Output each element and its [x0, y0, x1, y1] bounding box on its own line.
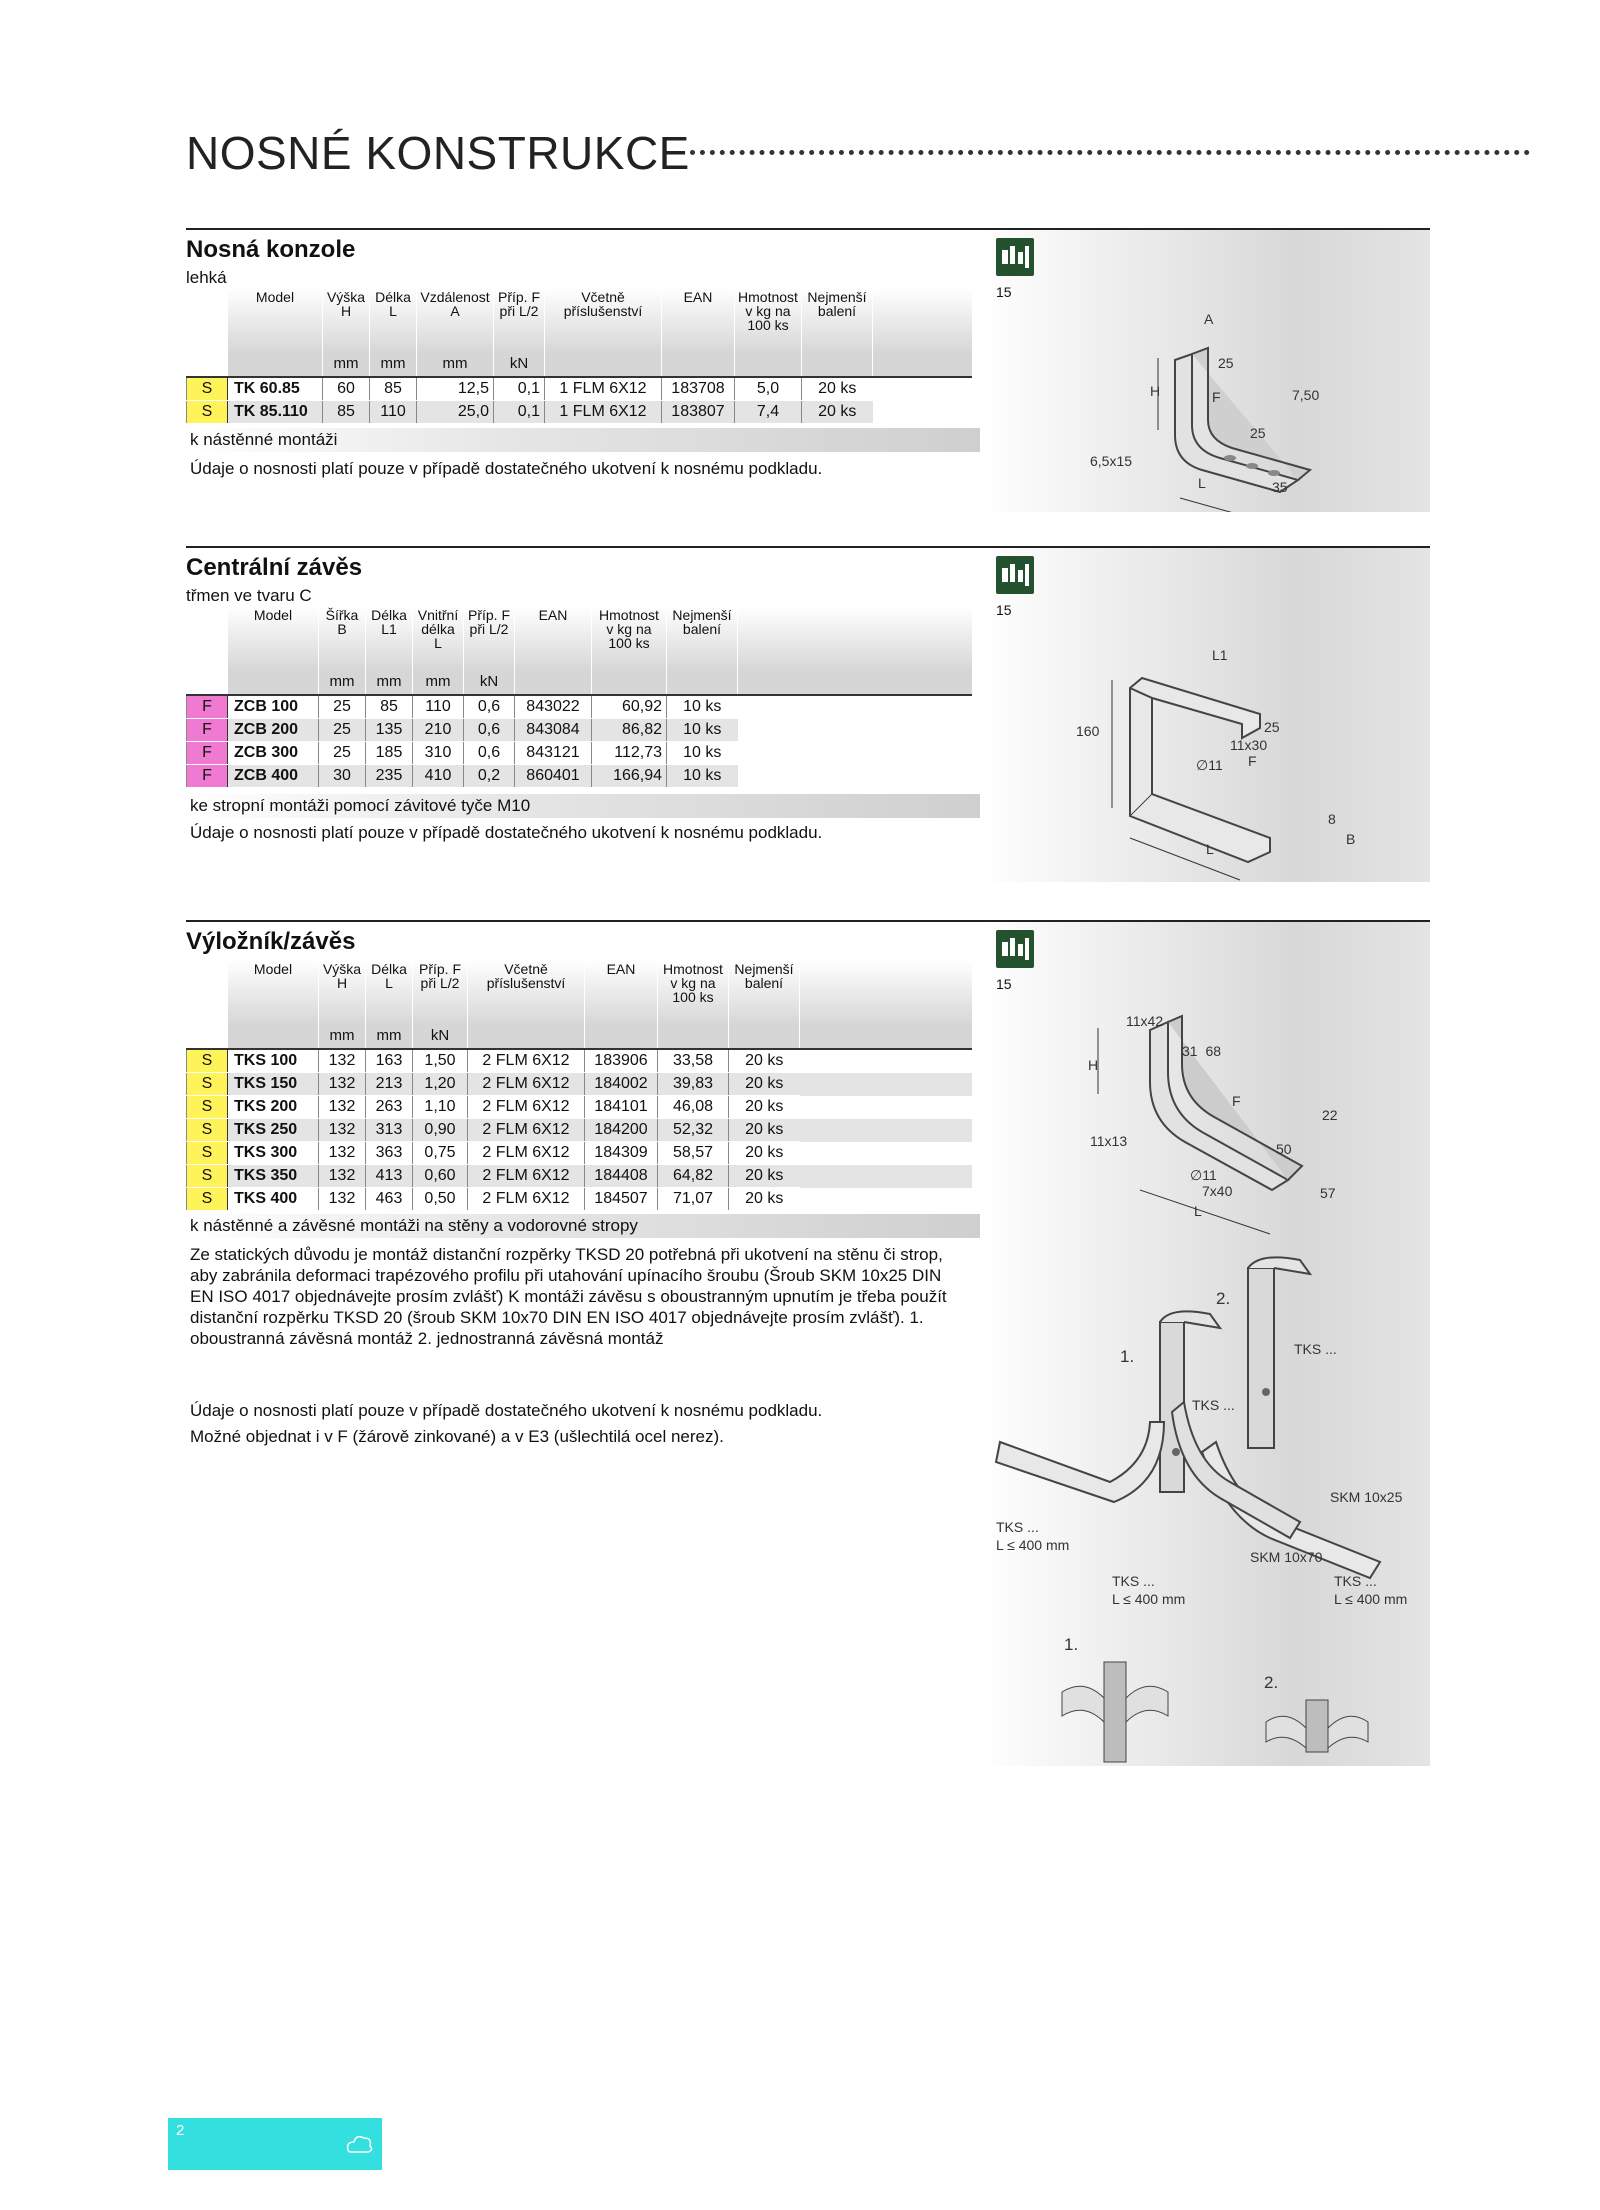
- unit-cell: [228, 352, 323, 377]
- section-title: Výložník/závěs: [186, 928, 356, 955]
- cell: 25: [319, 695, 366, 719]
- dim-label: 160: [1076, 723, 1100, 739]
- cell: 46,08: [658, 1096, 729, 1119]
- dim-label: F: [1232, 1093, 1241, 1109]
- page-number: 2: [176, 2122, 185, 2139]
- class-number: 15: [996, 284, 1012, 300]
- header-code: [187, 288, 228, 352]
- unit-cell: mm: [413, 670, 464, 695]
- model-cell: ZCB 300: [228, 742, 319, 765]
- section-vyloznik-zaves: [186, 920, 1430, 1820]
- section-nosna-konzole: [186, 228, 1430, 518]
- header-ean: EAN: [515, 606, 592, 670]
- cell: [738, 765, 973, 788]
- section-subtitle: třmen ve tvaru C: [186, 586, 312, 605]
- header-length: Délka L1: [366, 606, 413, 670]
- code-badge: S: [187, 1049, 228, 1073]
- table-row: [187, 719, 973, 742]
- cell: 85: [323, 401, 370, 424]
- cell: 132: [319, 1142, 366, 1165]
- assembly-label: TKS ...: [996, 1519, 1039, 1535]
- footer-page-tab: [168, 2118, 382, 2170]
- unit-cell: kN: [464, 670, 515, 695]
- dim-label: ∅11: [1196, 757, 1223, 773]
- unit-cell: [228, 670, 319, 695]
- cell: 184309: [585, 1142, 658, 1165]
- table-row: [187, 401, 973, 424]
- header-model: Model: [228, 960, 319, 1024]
- cell: 166,94: [592, 765, 667, 788]
- cell: 185: [366, 742, 413, 765]
- cell: 860401: [515, 765, 592, 788]
- cell: [873, 401, 973, 424]
- cell: 410: [413, 765, 464, 788]
- title-dot-leader: [690, 150, 1530, 155]
- code-badge: S: [187, 377, 228, 401]
- cell: 183906: [585, 1049, 658, 1073]
- cell: 0,6: [464, 695, 515, 719]
- model-cell: TK 85.110: [228, 401, 323, 424]
- cell: 2 FLM 6X12: [468, 1073, 585, 1096]
- cell: 363: [366, 1142, 413, 1165]
- cell: 5,0: [735, 377, 802, 401]
- cell: 25: [319, 719, 366, 742]
- dim-label: 11x42: [1126, 1013, 1164, 1029]
- header-weight: Hmotnost v kg na 100 ks: [735, 288, 802, 352]
- cell: 112,73: [592, 742, 667, 765]
- table-row: [187, 377, 973, 401]
- cell: 20 ks: [729, 1165, 800, 1188]
- assembly-label: SKM 10x25: [1330, 1489, 1403, 1505]
- figure-panel: [980, 230, 1430, 512]
- table-row: [187, 765, 973, 788]
- class-number: 15: [996, 976, 1012, 992]
- cell: 132: [319, 1049, 366, 1073]
- cell: 163: [366, 1049, 413, 1073]
- model-cell: TKS 300: [228, 1142, 319, 1165]
- unit-cell: mm: [366, 1024, 413, 1049]
- installation-note: Ze statických důvodu je montáž distanční rozpěrky TKSD 20 potřebná při ukotvení na stěnu či strop, aby zabránila deformaci trapézového profilu při utahování upínacího šroubu (Šroub SKM 10x25 DIN EN ISO 4017 objednávejte prosím zvlášť) K montáži závěsu s oboustranným upnutím je třeba použít distanční rozpěrku TKSD 20 (šroub SKM 10x70 DIN EN ISO 4017 objednávejte prosím zvlášť). 1. oboustranná závěsná montáž 2. jednostranná závěsná montáž: [190, 1245, 947, 1348]
- cell: 135: [366, 719, 413, 742]
- unit-cell: mm: [370, 352, 417, 377]
- header-packaging: Nejmenší balení: [802, 288, 873, 352]
- unit-cell: mm: [323, 352, 370, 377]
- dim-label: 6,5x15: [1090, 453, 1133, 469]
- cell: 60,92: [592, 695, 667, 719]
- assembly-label: L ≤ 400 mm: [1334, 1591, 1408, 1607]
- assembly-label: 1.: [1064, 1635, 1079, 1654]
- cell: 10 ks: [667, 765, 738, 788]
- assembly-label: TKS ...: [1294, 1341, 1337, 1357]
- header-height: Výška H: [319, 960, 366, 1024]
- cell: 843084: [515, 719, 592, 742]
- cell: 2 FLM 6X12: [468, 1188, 585, 1211]
- cell: 110: [413, 695, 464, 719]
- unit-cell: mm: [417, 352, 494, 377]
- cell: 843022: [515, 695, 592, 719]
- dim-label: H: [1088, 1057, 1099, 1073]
- cell: 1,50: [413, 1049, 468, 1073]
- cell: [800, 1073, 973, 1096]
- mounting-note: k nástěnné a závěsné montáži na stěny a vodorovné stropy: [186, 1214, 980, 1238]
- assembly-label: L ≤ 400 mm: [1112, 1591, 1186, 1607]
- cell: 64,82: [658, 1165, 729, 1188]
- header-load: Příp. F při L/2: [494, 288, 545, 352]
- page-title: NOSNÉ KONSTRUKCE: [186, 127, 690, 179]
- header-filler: [800, 960, 973, 1024]
- assembly-label: 2.: [1264, 1673, 1279, 1692]
- unit-cell: [228, 1024, 319, 1049]
- header-code: [187, 960, 228, 1024]
- unit-cell: mm: [319, 1024, 366, 1049]
- model-cell: TKS 400: [228, 1188, 319, 1211]
- header-load: Příp. F při L/2: [413, 960, 468, 1024]
- cell: 210: [413, 719, 464, 742]
- cell: 0,50: [413, 1188, 468, 1211]
- model-cell: ZCB 100: [228, 695, 319, 719]
- table-row: [187, 1073, 973, 1096]
- cell: 413: [366, 1165, 413, 1188]
- table-row: [187, 1096, 973, 1119]
- code-badge: S: [187, 1188, 228, 1211]
- dim-label: 68: [1205, 1043, 1222, 1059]
- assembly-illustration: [996, 1257, 1407, 1607]
- load-note: Údaje o nosnosti platí pouze v případě dostatečného ukotvení k nosnému podkladu.: [190, 459, 823, 478]
- cell: 0,1: [494, 377, 545, 401]
- unit-cell: [545, 352, 662, 377]
- dim-label: 25: [1264, 719, 1280, 735]
- cell: 30: [319, 765, 366, 788]
- cell: [800, 1049, 973, 1073]
- cell: 184507: [585, 1188, 658, 1211]
- unit-cell: [873, 352, 973, 377]
- assembly-label: L ≤ 400 mm: [996, 1537, 1070, 1553]
- cell: 132: [319, 1096, 366, 1119]
- code-badge: S: [187, 1096, 228, 1119]
- dim-label: L: [1206, 841, 1214, 857]
- dim-label: 7,50: [1292, 387, 1320, 403]
- mounting-note: k nástěnné montáži: [186, 428, 980, 452]
- code-badge: S: [187, 1165, 228, 1188]
- figure-panel: [980, 922, 1430, 1766]
- dim-label: 8: [1328, 811, 1336, 827]
- cell: 183708: [662, 377, 735, 401]
- cell: [738, 719, 973, 742]
- cell: 86,82: [592, 719, 667, 742]
- detail-sections: [1062, 1635, 1368, 1762]
- code-badge: F: [187, 695, 228, 719]
- section-title: Centrální závěs: [186, 554, 363, 581]
- code-badge: F: [187, 742, 228, 765]
- cell: 2 FLM 6X12: [468, 1096, 585, 1119]
- dim-label: 25: [1250, 425, 1266, 441]
- cell: 20 ks: [802, 377, 873, 401]
- material-note: Možné objednat i v F (žárově zinkované) a v E3 (ušlechtilá ocel nerez).: [190, 1427, 724, 1446]
- dim-label: 31: [1182, 1043, 1198, 1059]
- cell: 310: [413, 742, 464, 765]
- cell: 20 ks: [729, 1119, 800, 1142]
- console-drawing: [980, 230, 1430, 512]
- cell: 235: [366, 765, 413, 788]
- cell: 183807: [662, 401, 735, 424]
- bracket-drawings: [980, 922, 1430, 1766]
- spec-table: [186, 606, 972, 788]
- dim-label: 11x30: [1230, 737, 1268, 753]
- cell: 1 FLM 6X12: [545, 377, 662, 401]
- unit-cell: [802, 352, 873, 377]
- cell: 20 ks: [729, 1073, 800, 1096]
- cell: 132: [319, 1073, 366, 1096]
- table-row: [187, 742, 973, 765]
- code-badge: F: [187, 719, 228, 742]
- dim-label: L1: [1212, 647, 1228, 663]
- dim-label: 7x40: [1202, 1183, 1233, 1199]
- model-cell: TKS 100: [228, 1049, 319, 1073]
- code-badge: S: [187, 401, 228, 424]
- cell: 184101: [585, 1096, 658, 1119]
- cell: 10 ks: [667, 695, 738, 719]
- code-badge: S: [187, 1073, 228, 1096]
- assembly-label: SKM 10x70: [1250, 1549, 1323, 1565]
- cell: 263: [366, 1096, 413, 1119]
- hanger-drawing: [980, 548, 1430, 882]
- header-weight: Hmotnost v kg na 100 ks: [592, 606, 667, 670]
- section-title: Nosná konzole: [186, 236, 356, 263]
- cell: 71,07: [658, 1188, 729, 1211]
- dim-label: ∅11: [1190, 1167, 1217, 1183]
- cell: 0,1: [494, 401, 545, 424]
- cell: 2 FLM 6X12: [468, 1049, 585, 1073]
- assembly-label: 1.: [1120, 1347, 1135, 1366]
- model-cell: TK 60.85: [228, 377, 323, 401]
- model-cell: ZCB 200: [228, 719, 319, 742]
- unit-cell: [592, 670, 667, 695]
- header-code: [187, 606, 228, 670]
- class-number: 15: [996, 602, 1012, 618]
- cell: [738, 742, 973, 765]
- cell: 1 FLM 6X12: [545, 401, 662, 424]
- cell: 52,32: [658, 1119, 729, 1142]
- header-model: Model: [228, 606, 319, 670]
- header-filler: [738, 606, 973, 670]
- cell: 184408: [585, 1165, 658, 1188]
- cell: 10 ks: [667, 719, 738, 742]
- unit-cell: [735, 352, 802, 377]
- cell: 110: [370, 401, 417, 424]
- cell: 60: [323, 377, 370, 401]
- assembly-label: TKS ...: [1112, 1573, 1155, 1589]
- header-accessories: Včetně příslušenství: [545, 288, 662, 352]
- cell: 0,2: [464, 765, 515, 788]
- cell: [738, 695, 973, 719]
- cell: 0,75: [413, 1142, 468, 1165]
- unit-cell: [738, 670, 973, 695]
- table-row: [187, 1188, 973, 1211]
- unit-cell: [187, 1024, 228, 1049]
- dim-label: [1182, 1043, 1221, 1059]
- unit-cell: [187, 352, 228, 377]
- dim-label: F: [1212, 389, 1221, 405]
- header-packaging: Nejmenší balení: [729, 960, 800, 1024]
- cell: 33,58: [658, 1049, 729, 1073]
- table-row: [187, 1119, 973, 1142]
- model-cell: TKS 350: [228, 1165, 319, 1188]
- cell: 1,10: [413, 1096, 468, 1119]
- cell: 2 FLM 6X12: [468, 1142, 585, 1165]
- cell: [800, 1119, 973, 1142]
- model-cell: TKS 200: [228, 1096, 319, 1119]
- section-subtitle: lehká: [186, 268, 227, 287]
- header-load: Příp. F při L/2: [464, 606, 515, 670]
- cell: 10 ks: [667, 742, 738, 765]
- header-ean: EAN: [662, 288, 735, 352]
- model-cell: TKS 250: [228, 1119, 319, 1142]
- spec-table: [186, 960, 972, 1211]
- cell: 12,5: [417, 377, 494, 401]
- cloud-icon: [344, 2132, 374, 2156]
- cell: 132: [319, 1119, 366, 1142]
- dim-label: 22: [1322, 1107, 1338, 1123]
- header-weight: Hmotnost v kg na 100 ks: [658, 960, 729, 1024]
- cell: 58,57: [658, 1142, 729, 1165]
- unit-cell: [667, 670, 738, 695]
- cell: 132: [319, 1188, 366, 1211]
- cell: 25,0: [417, 401, 494, 424]
- cell: 184200: [585, 1119, 658, 1142]
- table-row: [187, 695, 973, 719]
- assembly-label: 2.: [1216, 1289, 1231, 1308]
- unit-cell: kN: [494, 352, 545, 377]
- dim-label: L: [1194, 1203, 1202, 1219]
- dim-label: H: [1150, 383, 1161, 399]
- unit-cell: [585, 1024, 658, 1049]
- header-length: Délka L: [366, 960, 413, 1024]
- cell: 313: [366, 1119, 413, 1142]
- cell: 0,60: [413, 1165, 468, 1188]
- table-row: [187, 1142, 973, 1165]
- dim-label: 57: [1320, 1185, 1336, 1201]
- cell: 2 FLM 6X12: [468, 1119, 585, 1142]
- model-cell: TKS 150: [228, 1073, 319, 1096]
- cell: 39,83: [658, 1073, 729, 1096]
- cell: 20 ks: [802, 401, 873, 424]
- section-centralni-zaves: [186, 546, 1430, 886]
- unit-cell: mm: [366, 670, 413, 695]
- header-model: Model: [228, 288, 323, 352]
- spec-table: [186, 288, 972, 424]
- code-badge: S: [187, 1119, 228, 1142]
- dim-label: 11x13: [1090, 1133, 1128, 1149]
- assembly-label: TKS ...: [1334, 1573, 1377, 1589]
- cell: 20 ks: [729, 1188, 800, 1211]
- dim-label: L: [1198, 475, 1206, 491]
- figure-panel: [980, 548, 1430, 882]
- cell: 213: [366, 1073, 413, 1096]
- header-distance: Vzdálenost A: [417, 288, 494, 352]
- cell: 0,6: [464, 719, 515, 742]
- dim-label: B: [1346, 831, 1356, 847]
- load-note: Údaje o nosnosti platí pouze v případě dostatečného ukotvení k nosnému podkladu.: [190, 823, 823, 842]
- cell: [800, 1188, 973, 1211]
- cell: 20 ks: [729, 1096, 800, 1119]
- cell: [800, 1165, 973, 1188]
- cell: 132: [319, 1165, 366, 1188]
- cell: [873, 377, 973, 401]
- dim-label: 25: [1218, 355, 1234, 371]
- header-accessories: Včetně příslušenství: [468, 960, 585, 1024]
- unit-cell: [662, 352, 735, 377]
- mounting-note: ke stropní montáži pomocí závitové tyče M10: [186, 794, 980, 818]
- cell: 7,4: [735, 401, 802, 424]
- dim-label: 35: [1272, 479, 1288, 495]
- cell: 0,90: [413, 1119, 468, 1142]
- load-note: Údaje o nosnosti platí pouze v případě dostatečného ukotvení k nosnému podkladu.: [190, 1401, 823, 1420]
- header-height: Výška H: [323, 288, 370, 352]
- dim-label: 50: [1276, 1141, 1292, 1157]
- cell: 843121: [515, 742, 592, 765]
- cell: 1,20: [413, 1073, 468, 1096]
- table-row: [187, 1049, 973, 1073]
- unit-cell: kN: [413, 1024, 468, 1049]
- header-packaging: Nejmenší balení: [667, 606, 738, 670]
- unit-cell: [515, 670, 592, 695]
- cell: [800, 1142, 973, 1165]
- unit-cell: [658, 1024, 729, 1049]
- dim-label: F: [1248, 753, 1257, 769]
- code-badge: S: [187, 1142, 228, 1165]
- cell: 0,6: [464, 742, 515, 765]
- unit-cell: [800, 1024, 973, 1049]
- header-filler: [873, 288, 973, 352]
- cell: 20 ks: [729, 1049, 800, 1073]
- unit-cell: mm: [319, 670, 366, 695]
- code-badge: F: [187, 765, 228, 788]
- model-cell: ZCB 400: [228, 765, 319, 788]
- header-inner-length: Vnitřní délka L: [413, 606, 464, 670]
- header-length: Délka L: [370, 288, 417, 352]
- cell: 2 FLM 6X12: [468, 1165, 585, 1188]
- cell: 184002: [585, 1073, 658, 1096]
- header-ean: EAN: [585, 960, 658, 1024]
- table-row: [187, 1165, 973, 1188]
- unit-cell: [729, 1024, 800, 1049]
- header-width: Šířka B: [319, 606, 366, 670]
- cell: 20 ks: [729, 1142, 800, 1165]
- assembly-label: TKS ...: [1192, 1397, 1235, 1413]
- cell: 85: [366, 695, 413, 719]
- dim-label: A: [1204, 311, 1214, 327]
- cell: [800, 1096, 973, 1119]
- cell: 85: [370, 377, 417, 401]
- unit-cell: [187, 670, 228, 695]
- cell: 463: [366, 1188, 413, 1211]
- cell: 25: [319, 742, 366, 765]
- unit-cell: [468, 1024, 585, 1049]
